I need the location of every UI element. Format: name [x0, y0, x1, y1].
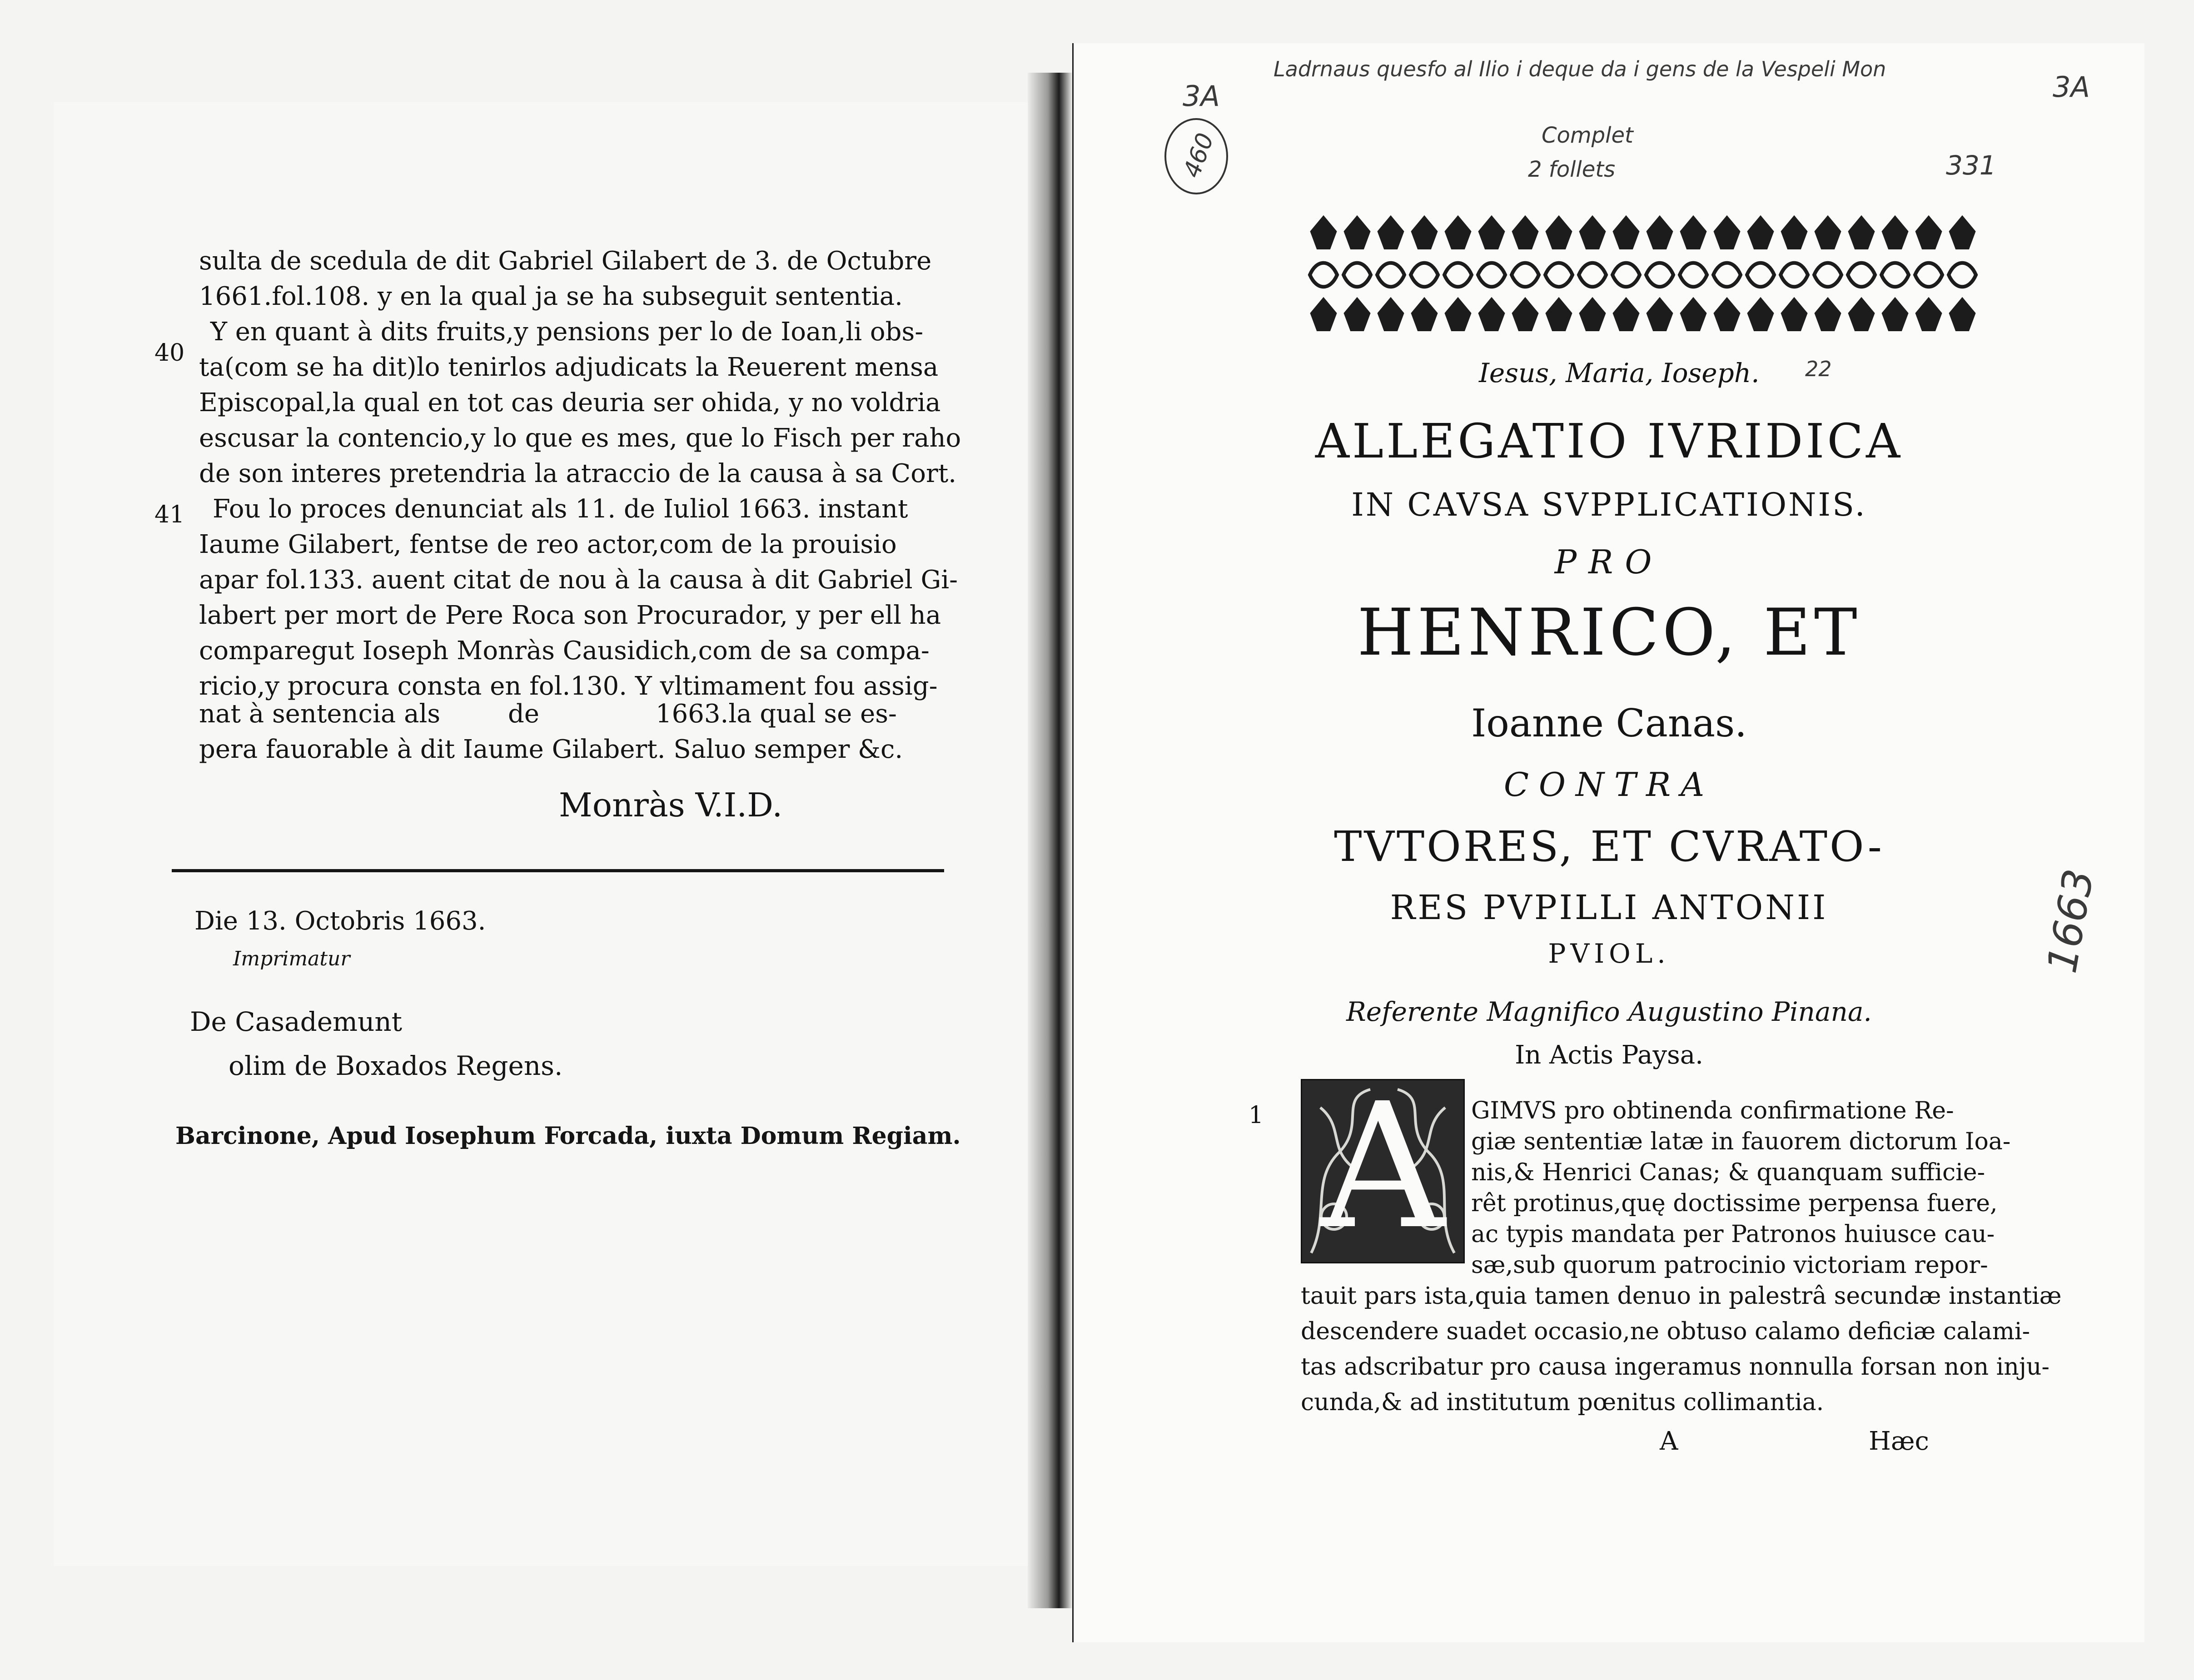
follets-note: 2 follets — [1528, 157, 1616, 182]
right-body-line: tas adscribatur pro causa ingeramus nonnulla forsan non inju- — [1301, 1353, 2050, 1381]
in-actis-line: In Actis Paysa. — [1515, 1040, 1703, 1070]
book-spine — [1028, 73, 1072, 1608]
pro-label: PRO — [1554, 543, 1664, 581]
right-body-line: ac typis mandata per Patronos huiusce cau- — [1471, 1221, 1995, 1248]
invocation-note: 22 — [1805, 357, 1832, 381]
signature-mark: A — [1660, 1427, 1678, 1456]
right-body-line: rêt protinus,quę doctissime perpensa fuere, — [1471, 1190, 1998, 1217]
left-body-line: Iaume Gilabert, fentse de reo actor,com de la prouisio — [199, 530, 897, 559]
pupilli-line: RES PVPILLI ANTONII — [1390, 888, 1828, 927]
right-body-line: GIMVS pro obtinenda confirmatione Re- — [1471, 1097, 1954, 1124]
left-body-line: ta(com se ha dit)lo tenirlos adjudicats la Reuerent mensa — [199, 353, 939, 382]
archive-stamp — [1164, 118, 1228, 194]
left-page — [54, 102, 1063, 1566]
stamp-number: 460 — [1178, 129, 1219, 181]
blank-date-de: de — [508, 699, 539, 729]
approver-line-1: De Casademunt — [190, 1006, 403, 1037]
referente-line: Referente Magnifico Augustino Pinana. — [1346, 996, 1872, 1027]
catchword: Hæc — [1869, 1427, 1929, 1456]
left-body-line: escusar la contencio,y lo que es mes, que lo Fisch per raho — [199, 423, 961, 453]
drop-cap-block — [1301, 1066, 1465, 1267]
ioanne-line: Ioanne Canas. — [1471, 701, 1747, 746]
right-body-line: giæ sententiæ latæ in fauorem dictorum Ioa- — [1471, 1128, 2011, 1155]
left-body-line: labert per mort de Pere Roca son Procurador, y per ell ha — [199, 601, 941, 630]
side-year-note: 1663 — [2038, 865, 2104, 977]
margin-number-41: 41 — [154, 501, 185, 528]
title-line-1: ALLEGATIO IVRIDICA — [1315, 413, 1903, 469]
tutores-line: TVTORES, ET CVRATO- — [1334, 822, 1884, 871]
left-body-line: nat à sentencia als — [199, 699, 441, 729]
left-body-line: 1661.fol.108. y en la qual ja se ha subseguit sententia. — [199, 282, 903, 311]
left-body-line: comparegut Ioseph Monràs Causidich,com de sa compa- — [199, 636, 930, 666]
page-number: 331 — [1946, 150, 1996, 181]
puiol-line: PVIOL. — [1548, 938, 1670, 969]
folio-mark-right: 3A — [2053, 70, 2090, 104]
henrico-line: HENRICO, ET — [1357, 595, 1861, 670]
left-body-line: Episcopal,la qual en tot cas deuria ser ohida, y no voldria — [199, 388, 941, 418]
ornament-band — [1301, 209, 1982, 341]
right-page — [1072, 43, 2144, 1642]
title-line-2: IN CAVSA SVPPLICATIONIS. — [1351, 486, 1867, 523]
blank-date-year: 1663.la qual se es- — [656, 699, 897, 729]
right-body-line: nis,& Henrici Canas; & quanquam sufficie- — [1471, 1159, 1985, 1186]
right-body-line: cunda,& ad institutum pœnitus collimantia. — [1301, 1389, 1824, 1416]
left-body-line: apar fol.133. auent citat de nou à la causa à dit Gabriel Gi- — [199, 565, 958, 595]
right-body-line: descendere suadet occasio,ne obtuso calamo deficiæ calami- — [1301, 1318, 2030, 1345]
right-body-line: tauit pars ista,quia tamen denuo in palestrâ secundæ instantiæ — [1301, 1282, 2062, 1310]
contra-label: CONTRA — [1503, 765, 1715, 804]
margin-number-40: 40 — [154, 339, 185, 367]
left-body-line: sulta de scedula de dit Gabriel Gilabert de 3. de Octubre — [199, 246, 932, 276]
date-line: Die 13. Octobris 1663. — [194, 906, 486, 936]
left-body-line: de son interes pretendria la atraccio de la causa à sa Cort. — [199, 459, 957, 488]
drop-cap-letter: A — [1320, 1066, 1445, 1267]
right-body-line: sæ,sub quorum patrocinio victoriam repor- — [1471, 1252, 1988, 1279]
handwritten-note-top: Ladrnaus quesfo al Ilio i deque da i gens de la Vespeli Mon — [1274, 57, 1886, 81]
left-body-line: ricio,y procura consta en fol.130. Y vltimament fou assig- — [199, 671, 938, 701]
paragraph-number: 1 — [1249, 1102, 1264, 1129]
complet-note: Complet — [1542, 123, 1633, 148]
left-body-line: Fou lo proces denunciat als 11. de Iuliol 1663. instant — [213, 494, 908, 524]
approver-line-2: olim de Boxados Regens. — [229, 1050, 563, 1081]
invocation: Iesus, Maria, Ioseph. — [1479, 358, 1760, 388]
imprimatur: Imprimatur — [233, 947, 350, 970]
printer-line: Barcinone, Apud Iosephum Forcada, iuxta Domum Regiam. — [175, 1122, 961, 1150]
separator-rule — [172, 869, 944, 872]
folio-mark-left: 3A — [1183, 80, 1220, 113]
left-body-line: Y en quant à dits fruits,y pensions per lo de Ioan,li obs- — [210, 317, 924, 347]
left-body-line: pera fauorable à dit Iaume Gilabert. Saluo semper &c. — [199, 735, 903, 764]
signature: Monràs V.I.D. — [559, 786, 783, 824]
